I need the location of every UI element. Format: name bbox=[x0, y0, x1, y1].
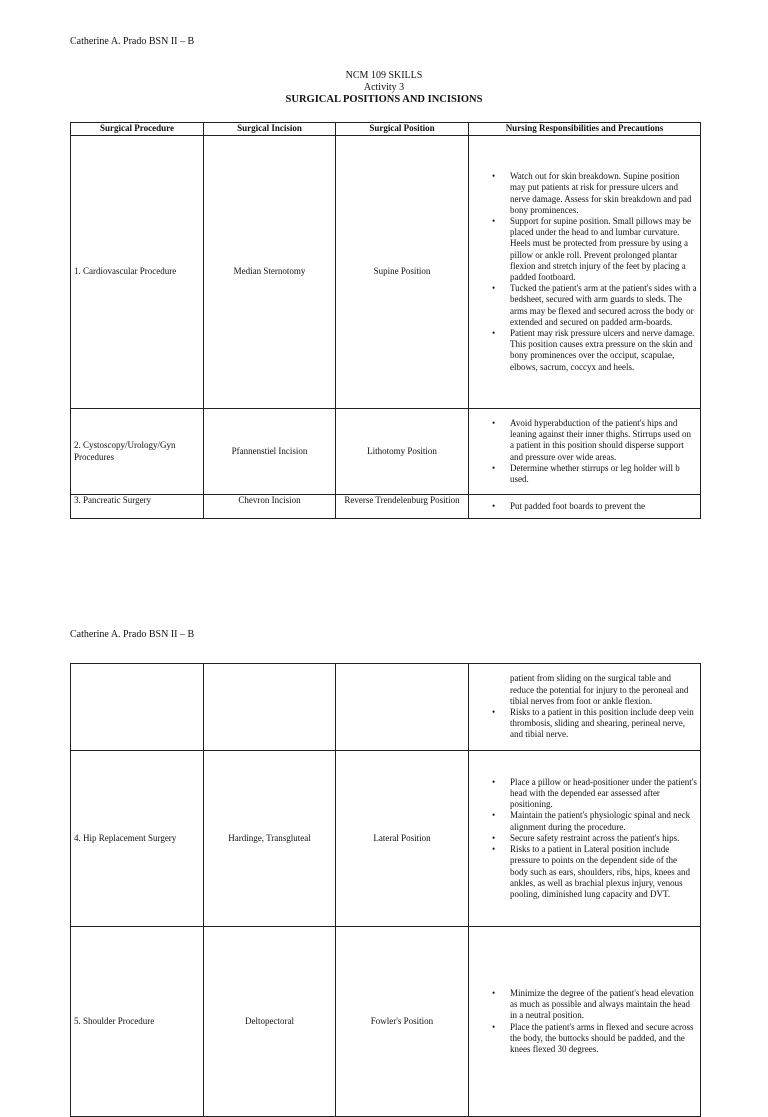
notes-cell bbox=[469, 664, 701, 751]
author-line: Catherine A. Prado BSN II – B bbox=[70, 36, 195, 47]
table-header-row bbox=[71, 123, 701, 136]
list-item: • Support for supine position. Small pillows may be placed under the head to and lumbar curvature. Heels must be protected from pressure by using a pillow or ankle roll. Prevent prolonged plantar flexion and stretch injury of the feet by placing a padded footboard. bbox=[510, 216, 697, 283]
position-cell bbox=[336, 664, 469, 751]
procedure-cell: 4. Hip Replacement Surgery bbox=[71, 751, 204, 927]
positions-table-page1 bbox=[70, 122, 701, 519]
procedure-cell: 1. Cardiovascular Procedure bbox=[71, 136, 204, 409]
position-cell: Fowler's Position bbox=[336, 927, 469, 1117]
header-procedure: Surgical Procedure bbox=[71, 123, 204, 136]
notes-cell bbox=[469, 495, 701, 519]
table-row bbox=[71, 136, 701, 409]
table-row bbox=[71, 495, 701, 519]
incision-cell: Hardinge, Transgluteal bbox=[204, 751, 336, 927]
procedure-cell bbox=[71, 664, 204, 751]
header-nursing: Nursing Responsibilities and Precautions bbox=[469, 123, 701, 136]
procedure-cell: 3. Pancreatic Surgery bbox=[71, 495, 204, 519]
course-code: NCM 109 SKILLS bbox=[345, 70, 423, 81]
document-title: SURGICAL POSITIONS AND INCISIONS bbox=[285, 94, 483, 105]
list-item: • Tucked the patient's arm at the patient's sides with a bedsheet, secured with arm guards to sleds. The arms may be flexed and secured across the body or extended and secured on padded arm-boards. bbox=[510, 283, 697, 328]
author-line-page2: Catherine A. Prado BSN II – B bbox=[70, 629, 195, 640]
table-row bbox=[71, 751, 701, 927]
incision-cell: Pfannenstiel Incision bbox=[204, 409, 336, 495]
notes-cell bbox=[469, 751, 701, 927]
notes-cell bbox=[469, 927, 701, 1117]
table-row bbox=[71, 664, 701, 751]
list-item: • Risks to a patient in Lateral position include pressure to points on the dependent side of the body such as ears, shoulders, ribs, hips, knees and ankles, as well as brachial plexus injury, venous pooling, diminished lung capacity and DVT. bbox=[510, 844, 697, 900]
table-row bbox=[71, 409, 701, 495]
list-item-continued: patient from sliding on the surgical table and reduce the potential for injury to the peroneal and tibial nerves from foot or ankle flexion. bbox=[510, 673, 689, 706]
procedure-cell: 5. Shoulder Procedure bbox=[71, 927, 204, 1117]
document-heading bbox=[0, 70, 768, 106]
notes-cell bbox=[469, 409, 701, 495]
incision-cell bbox=[204, 664, 336, 751]
list-item: • Place the patient's arms in flexed and secure across the body, the buttocks should be padded, and the knees flexed 30 degrees. bbox=[510, 1022, 697, 1056]
list-item: • Watch out for skin breakdown. Supine position may put patients at risk for pressure ulcers and nerve damage. Assess for skin breakdown and pad bony prominences. bbox=[510, 171, 697, 216]
procedure-cell: 2. Cystoscopy/Urology/Gyn Procedures bbox=[71, 409, 204, 495]
incision-cell: Deltopectoral bbox=[204, 927, 336, 1117]
notes-cell bbox=[469, 136, 701, 409]
activity-label: Activity 3 bbox=[363, 82, 405, 93]
position-cell: Lateral Position bbox=[336, 751, 469, 927]
incision-cell: Chevron Incision bbox=[204, 495, 336, 519]
list-item: • Risks to a patient in this position include deep vein thrombosis, sliding and shearing, perineal nerve, and tibial nerve. bbox=[510, 707, 697, 741]
position-cell: Lithotomy Position bbox=[336, 409, 469, 495]
list-item: • Place a pillow or head-positioner under the patient's head with the depended ear assessed after positioning. bbox=[510, 777, 697, 811]
incision-cell: Median Sternotomy bbox=[204, 136, 336, 409]
list-item: • Minimize the degree of the patient's head elevation as much as possible and always maintain the head in a neutral position. bbox=[510, 988, 697, 1022]
list-item: • Secure safety restraint across the patient's hips. bbox=[510, 833, 697, 844]
table-row bbox=[71, 927, 701, 1117]
header-position: Surgical Position bbox=[336, 123, 469, 136]
header-incision: Surgical Incision bbox=[204, 123, 336, 136]
list-item: • Put padded foot boards to prevent the bbox=[510, 501, 697, 512]
list-item: • Maintain the patient's physiologic spinal and neck alignment during the procedure. bbox=[510, 810, 697, 832]
position-cell: Supine Position bbox=[336, 136, 469, 409]
list-item: • Patient may risk pressure ulcers and nerve damage. This position causes extra pressure on the skin and bony prominences over the occiput, scapulae, elbows, sacrum, coccyx and heels. bbox=[510, 328, 697, 373]
position-cell: Reverse Trendelenburg Position bbox=[336, 495, 469, 519]
positions-table-page2 bbox=[70, 663, 701, 1117]
list-item: • Determine whether stirrups or leg holder will b used. bbox=[510, 463, 697, 485]
list-item: • Avoid hyperabduction of the patient's hips and leaning against their inner thighs. Stirrups used on a patient in this position should disperse support and pressure over wide areas. bbox=[510, 418, 697, 463]
